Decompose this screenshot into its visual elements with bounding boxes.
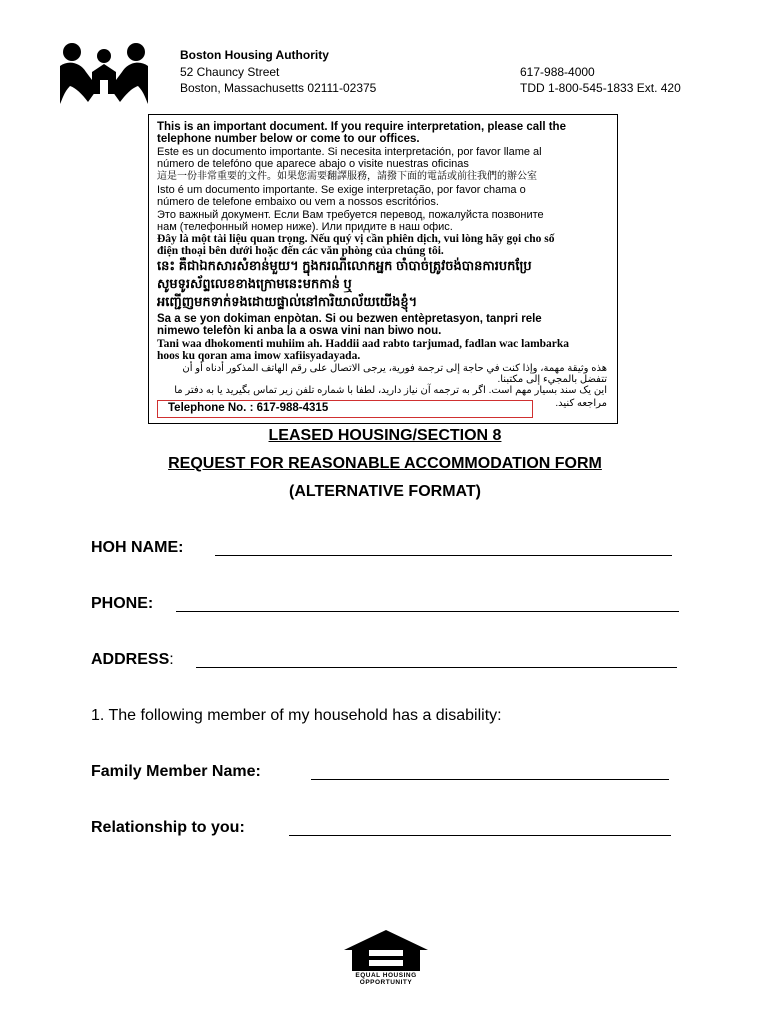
relationship-label: Relationship to you:	[91, 819, 245, 836]
notice-khmer-2: សូមទូរស័ព្ទលេខខាងក្រោមនេះមកកាន់ ឬ	[157, 276, 352, 291]
relationship-field[interactable]	[289, 835, 671, 836]
notice-arabic-2: تتفضل بالمجيء إلى مكتبنا.	[497, 374, 607, 385]
address-field[interactable]	[196, 667, 677, 668]
hoh-name-label: HOH NAME:	[91, 539, 184, 556]
equal-housing-logo	[342, 928, 430, 988]
address-label-colon: :	[169, 651, 174, 668]
phone-field[interactable]	[176, 611, 679, 612]
notice-chinese: 這是一份非常重要的文件。如果您需要翻譯服務，請撥下面的電話或前往我們的辦公室	[157, 171, 537, 182]
org-name: Boston Housing Authority	[180, 48, 329, 62]
org-city: Boston, Massachusetts 02111-02375	[180, 81, 377, 95]
family-member-label: Family Member Name:	[91, 763, 261, 780]
interpretation-telephone: Telephone No. : 617-988-4315	[157, 400, 533, 418]
notice-portuguese-1: Isto é um documento importante. Se exige interpretação, por favor chama o	[157, 184, 526, 196]
notice-haitian-2: nimewo telefòn ki anba la a oswa vini nan biwo nou.	[157, 325, 442, 337]
address-label	[91, 651, 174, 669]
org-tdd: TDD 1-800-545-1833 Ext. 420	[520, 81, 681, 95]
disability-question: 1. The following member of my household has a disability:	[91, 707, 502, 724]
notice-khmer-1: នេះ គឺជាឯកសារសំខាន់មួយ។ ក្នុងករណីលោកអ្នក ចាំបាច់ត្រូវចង់បានការបកប្រែ	[157, 258, 532, 273]
eho-text-2: OPPORTUNITY	[359, 979, 413, 986]
notice-spanish-1: Este es un documento importante. Si necesita interpretación, por favor llame al	[157, 146, 542, 158]
bha-logo-icon	[58, 42, 150, 106]
form-title-3: (ALTERNATIVE FORMAT)	[289, 483, 481, 500]
address-label-text: ADDRESS	[91, 651, 170, 668]
notice-khmer-3: អញ្ជើញមកទាក់ទងដោយផ្ទាល់នៅការិយាល័យយើងខ្ញុំ។	[157, 294, 418, 309]
notice-farsi-1: این یک سند بسیار مهم است. اگر به ترجمه آن نیاز دارید، لطفا با شماره تلفن زیر تماس بگیرید یا به دفتر ما	[174, 385, 607, 396]
org-phone: 617-988-4000	[520, 65, 595, 79]
org-street: 52 Chauncy Street	[180, 65, 280, 79]
notice-haitian-1: Sa a se yon dokiman enpòtan. Si ou bezwen entèpretasyon, tanpri rele	[157, 313, 542, 325]
hoh-name-field[interactable]	[215, 555, 672, 556]
notice-english-2: telephone number below or come to our offices.	[157, 133, 420, 145]
form-title-2: REQUEST FOR REASONABLE ACCOMMODATION FORM	[168, 455, 602, 472]
notice-arabic-1: هذه وثيقة مهمة، وإذا كنت في حاجة إلى ترجمة فورية، يرجى الاتصال على رقم الهاتف المذكور أدناه أو أن	[182, 363, 607, 374]
notice-russian-2: нам (телефонный номер ниже). Или придите в наш офис.	[157, 221, 453, 233]
notice-somali-2: hoos ku qoran ama imow xafiisyadayada.	[157, 350, 361, 362]
phone-label: PHONE:	[91, 595, 154, 612]
notice-vietnamese-2: điện thoại bên dưới hoặc đến các văn phòng của chúng tôi.	[157, 245, 444, 257]
eho-text-1: EQUAL HOUSING	[355, 972, 417, 979]
notice-vietnamese-1: Đây là một tài liệu quan trọng. Nếu quý vị cần phiên dịch, vui lòng hãy gọi cho số	[157, 233, 555, 245]
notice-portuguese-2: número de telefone embaixo ou vem a nossos escritórios.	[157, 196, 439, 208]
family-member-field[interactable]	[311, 779, 669, 780]
equal-housing-icon	[342, 928, 430, 972]
notice-spanish-2: número de telefóno que aparece abajo o visite nuestras oficinas	[157, 158, 469, 170]
notice-farsi-2: مراجعه کنید.	[555, 398, 607, 409]
notice-russian-1: Это важный документ. Если Вам требуется перевод, пожалуйста позвоните	[157, 209, 544, 221]
form-title-1: LEASED HOUSING/SECTION 8	[268, 427, 502, 444]
interpretation-notice	[148, 114, 618, 424]
notice-somali-1: Tani waa dhokomenti muhiim ah. Haddii aad rabto tarjumad, fadlan wac lambarka	[157, 338, 570, 350]
notice-english-1: This is an important document. If you require interpretation, please call the	[157, 121, 566, 133]
